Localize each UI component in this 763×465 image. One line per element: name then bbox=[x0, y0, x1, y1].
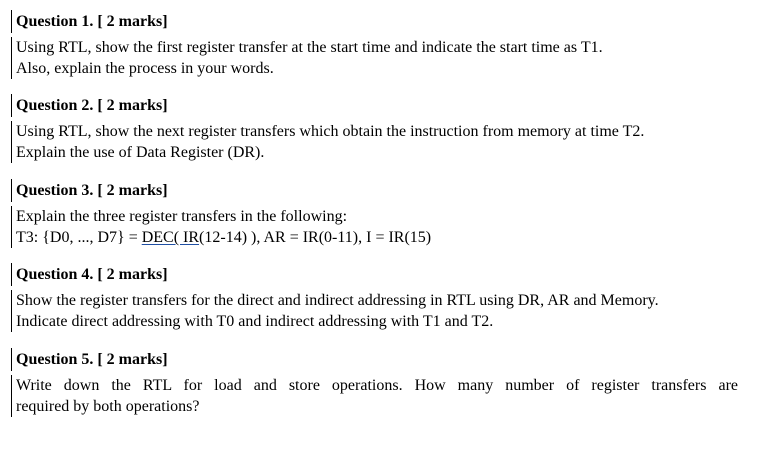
question-1-body bbox=[11, 37, 603, 79]
question-5-line-2: required by both operations? bbox=[16, 398, 200, 415]
question-3-heading: Question 3. [ 2 marks] bbox=[11, 179, 168, 202]
question-5-heading: Question 5. [ 2 marks] bbox=[11, 348, 168, 371]
question-5-line-1: Write down the RTL for load and store operations. How many number of register transfers are bbox=[16, 377, 738, 394]
question-3-line-1: Explain the three register transfers in the following: bbox=[16, 208, 348, 225]
question-3-body bbox=[11, 206, 431, 248]
question-2-body bbox=[11, 121, 644, 163]
question-5-body bbox=[11, 375, 738, 417]
question-2-heading: Question 2. [ 2 marks] bbox=[11, 94, 168, 117]
question-4-line-2: Indicate direct addressing with T0 and indirect addressing with T1 and T2. bbox=[16, 313, 494, 330]
question-3-line-2 bbox=[16, 227, 431, 248]
question-2-line-2: Explain the use of Data Register (DR). bbox=[16, 144, 265, 161]
question-4-line-1: Show the register transfers for the direct and indirect addressing in RTL using DR, AR and Memory. bbox=[16, 292, 659, 309]
question-1-line-2: Also, explain the process in your words. bbox=[16, 60, 274, 77]
question-4-heading: Question 4. [ 2 marks] bbox=[11, 263, 168, 286]
dec-ir-link[interactable]: DEC( IR bbox=[141, 229, 200, 246]
question-1-heading: Question 1. [ 2 marks] bbox=[11, 10, 168, 33]
question-1-line-1: Using RTL, show the first register transfer at the start time and indicate the start time as T1. bbox=[16, 39, 603, 56]
question-3-line-2-suffix: (12-14) ), AR = IR(0-11), I = IR(15) bbox=[199, 229, 432, 246]
question-3-line-2-prefix: T3: {D0, ..., D7} = bbox=[16, 229, 142, 246]
question-2-line-1: Using RTL, show the next register transfers which obtain the instruction from memory at time T2. bbox=[16, 123, 645, 140]
question-4-body bbox=[11, 290, 659, 332]
